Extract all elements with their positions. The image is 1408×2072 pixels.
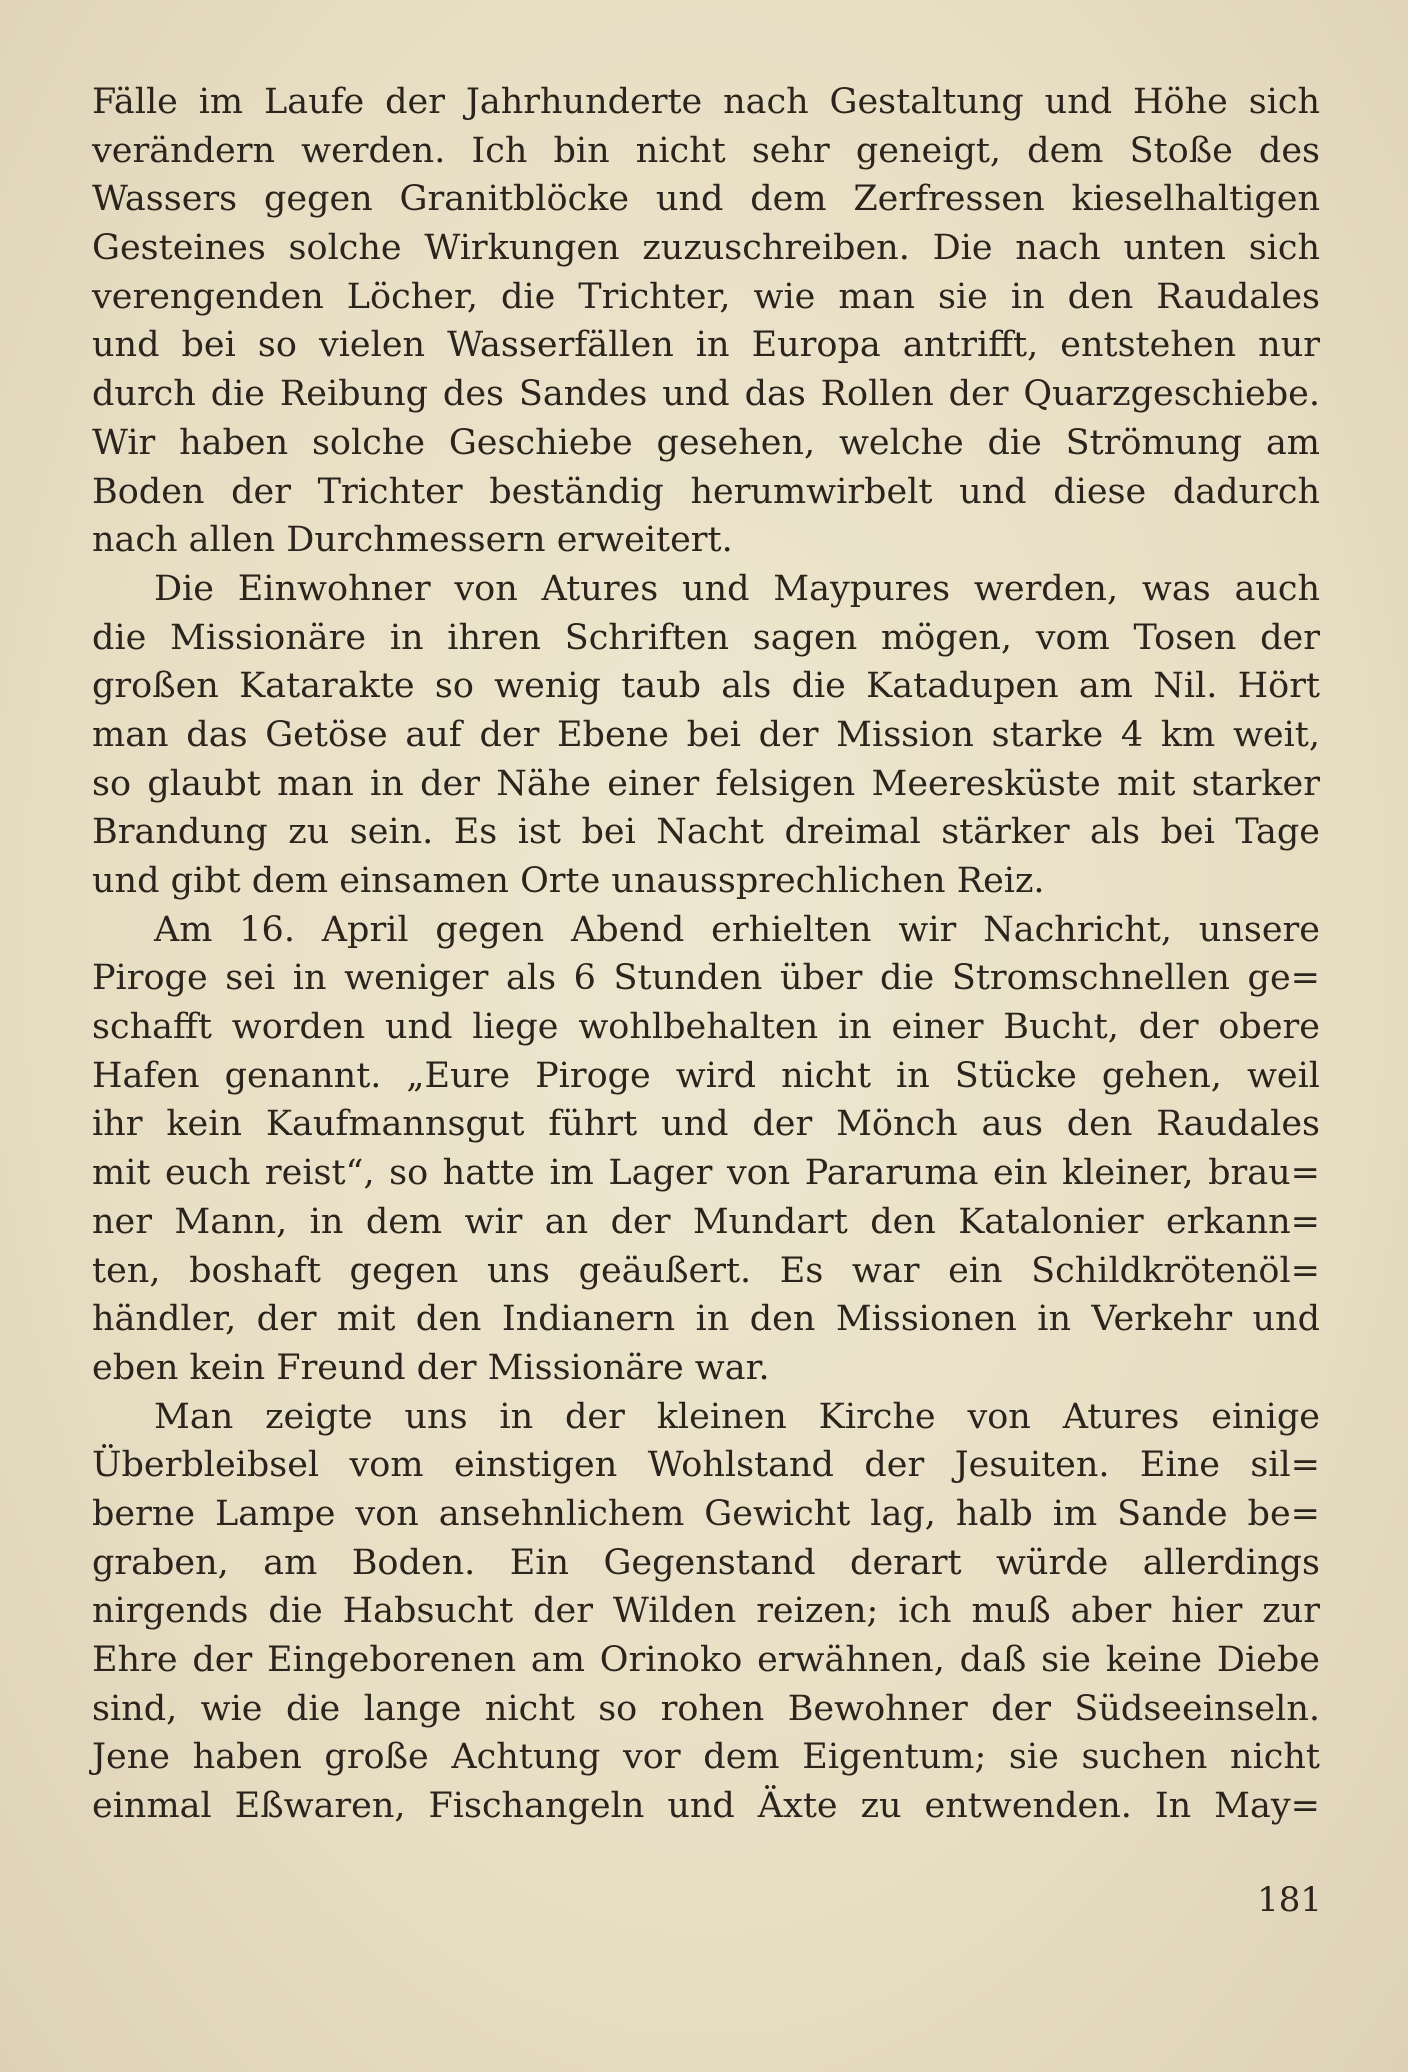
text-line: Am 16. April gegen Abend erhielten wir Nachricht, unsere (154, 909, 1320, 950)
text-line: berne Lampe von ansehnlichem Gewicht lag, halb im Sande be= (92, 1493, 1320, 1534)
text-line: und bei so vielen Wasserfällen in Europa antrifft, entstehen nur (92, 325, 1320, 366)
text-line: händler, der mit den Indianern in den Missionen in Verkehr und (92, 1299, 1320, 1340)
text-line: verändern werden. Ich bin nicht sehr geneigt, dem Stoße des (92, 130, 1320, 171)
text-line: Wassers gegen Granitblöcke und dem Zerfressen kieselhaltigen (92, 179, 1320, 220)
text-line: Fälle im Laufe der Jahrhunderte nach Gestaltung und Höhe sich (92, 82, 1320, 122)
text-line: Wir haben solche Geschiebe gesehen, welche die Strömung am (92, 422, 1320, 463)
text-line: nirgends die Habsucht der Wilden reizen; ich muß aber hier zur (92, 1591, 1320, 1632)
text-line: Boden der Trichter beständig herumwirbelt und diese dadurch (92, 471, 1320, 512)
text-line: sind, wie die lange nicht so rohen Bewohner der Südseeinseln. (92, 1688, 1320, 1729)
text-line: eben kein Freund der Missionäre war. (92, 1347, 770, 1388)
text-line: Piroge sei in weniger als 6 Stunden über die Stromschnellen ge= (92, 958, 1320, 999)
text-line: man das Getöse auf der Ebene bei der Mission starke 4 km weit, (92, 714, 1320, 755)
page-number: 181 (1257, 1880, 1322, 1920)
text-line: Die Einwohner von Atures und Maypures werden, was auch (154, 568, 1320, 609)
text-line: ten, boshaft gegen uns geäußert. Es war ein Schildkrötenöl= (92, 1250, 1320, 1291)
text-line: ihr kein Kaufmannsgut führt und der Mönch aus den Raudales (92, 1104, 1320, 1145)
text-line: so glaubt man in der Nähe einer felsigen Meeresküste mit starker (92, 763, 1320, 804)
text-line: Gesteines solche Wirkungen zuzuschreiben. Die nach unten sich (92, 228, 1320, 269)
text-line: Man zeigte uns in der kleinen Kirche von Atures einige (154, 1396, 1320, 1437)
text-line: schafft worden und liege wohlbehalten in einer Bucht, der obere (92, 1007, 1320, 1048)
text-line: und gibt dem einsamen Orte unaussprechlichen Reiz. (92, 861, 1045, 901)
body-text (92, 78, 1320, 1831)
text-line: großen Katarakte so wenig taub als die Katadupen am Nil. Hört (92, 666, 1320, 707)
text-line: einmal Eßwaren, Fischangeln und Äxte zu entwenden. In May= (92, 1786, 1320, 1827)
text-line: Jene haben große Achtung vor dem Eigentum; sie suchen nicht (92, 1737, 1320, 1778)
text-line: Brandung zu sein. Es ist bei Nacht dreimal stärker als bei Tage (92, 812, 1320, 853)
text-line: die Missionäre in ihren Schriften sagen mögen, vom Tosen der (92, 617, 1320, 658)
text-line: mit euch reist“, so hatte im Lager von Pararuma ein kleiner, brau= (92, 1153, 1320, 1194)
text-line: Ehre der Eingeborenen am Orinoko erwähnen, daß sie keine Diebe (92, 1640, 1320, 1680)
text-line: graben, am Boden. Ein Gegenstand derart würde allerdings (92, 1542, 1320, 1583)
text-line: Hafen genannt. „Eure Piroge wird nicht in Stücke gehen, weil (92, 1055, 1320, 1096)
text-line: ner Mann, in dem wir an der Mundart den Katalonier erkann= (92, 1201, 1320, 1242)
text-line: durch die Reibung des Sandes und das Rollen der Quarzgeschiebe. (92, 374, 1320, 415)
text-line: nach allen Durchmessern erweitert. (92, 520, 733, 561)
text-line: Überbleibsel vom einstigen Wohlstand der Jesuiten. Eine sil= (92, 1445, 1320, 1486)
text-line: verengenden Löcher, die Trichter, wie man sie in den Raudales (92, 276, 1320, 317)
